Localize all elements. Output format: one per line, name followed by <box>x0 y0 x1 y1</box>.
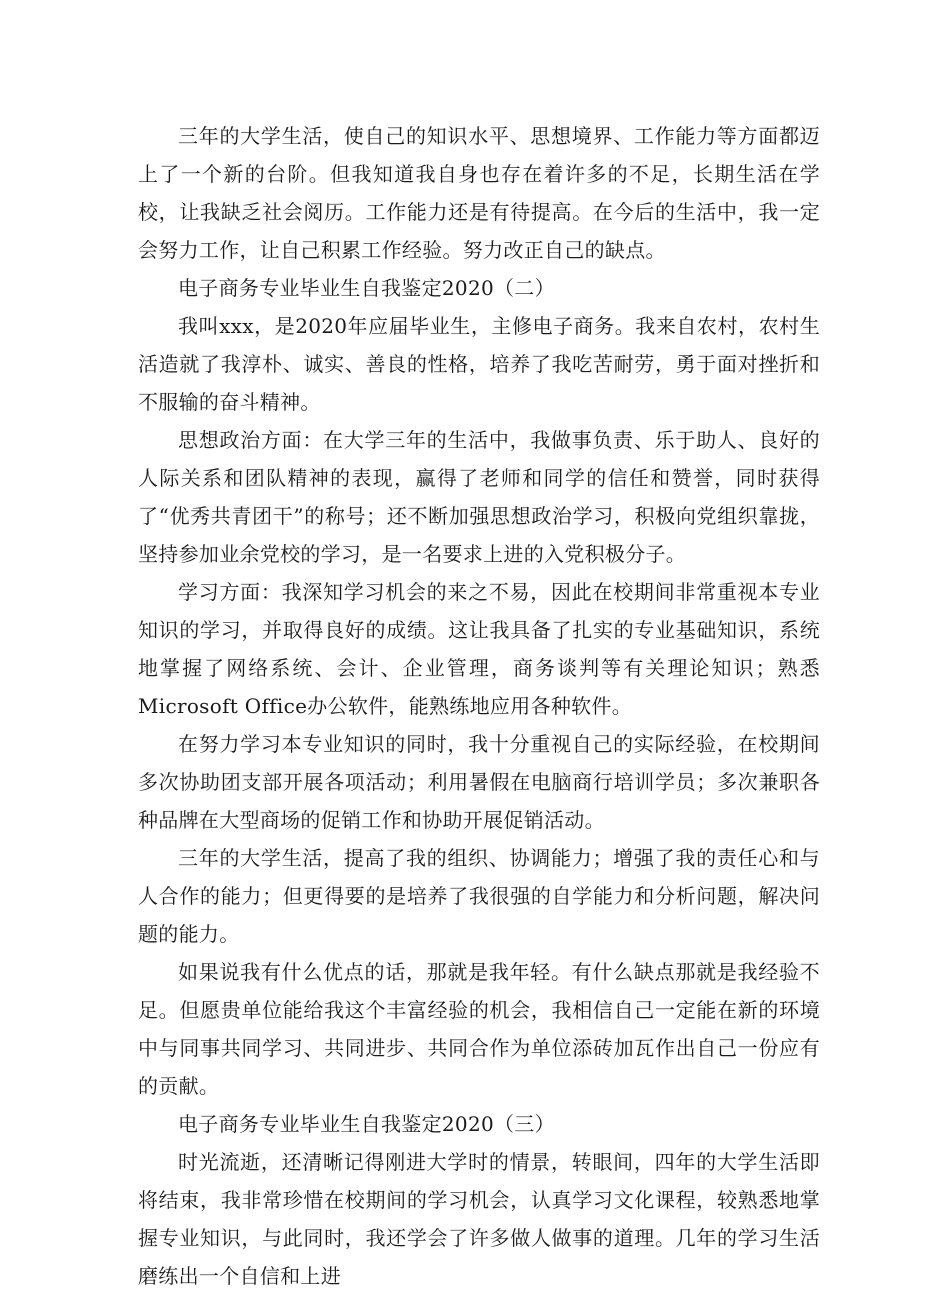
paragraph-experience: 在努力学习本专业知识的同时，我十分重视自己的实际经验，在校期间多次协助团支部开展各项活动；利用暑假在电脑商行培训学员；多次兼职各种品牌在大型商场的促销工作和协助开展促销活动。 <box>138 732 820 832</box>
document-body <box>138 117 820 1295</box>
paragraph-reflection: 时光流逝，还清晰记得刚进大学时的情景，转眼间，四年的大学生活即将结束，我非常珍惜在校期间的学习机会，认真学习文化课程，较熟悉地掌握专业知识，与此同时，我还学会了许多做人做事的道理。几年的学习生活磨练出一个自信和上进 <box>138 1150 820 1288</box>
section-heading-2: 电子商务专业毕业生自我鉴定2020（二） <box>178 276 555 300</box>
paragraph-strengths: 如果说我有什么优点的话，那就是我年轻。有什么缺点那就是我经验不足。但愿贵单位能给我这个丰富经验的机会，我相信自己一定能在新的环境中与同事共同学习、共同进步、共同合作为单位添砖加瓦作出自己一份应有的贡献。 <box>138 960 820 1098</box>
paragraph-political: 思想政治方面：在大学三年的生活中，我做事负责、乐于助人、良好的人际关系和团队精神的表现，赢得了老师和同学的信任和赞誉，同时获得了“优秀共青团干”的称号；还不断加强思想政治学习，积极向党组织靠拢，坚持参加业余党校的学习，是一名要求上进的入党积极分子。 <box>138 428 820 566</box>
paragraph-ability: 三年的大学生活，提高了我的组织、协调能力；增强了我的责任心和与人合作的能力；但更得要的是培养了我很强的自学能力和分析问题，解决问题的能力。 <box>138 846 820 946</box>
paragraph-study: 学习方面：我深知学习机会的来之不易，因此在校期间非常重视本专业知识的学习，并取得良好的成绩。这让我具备了扎实的专业基础知识，系统地掌握了网络系统、会计、企业管理，商务谈判等有关理论知识；熟悉Microsoft Office办公软件，能熟练地应用各种软件。 <box>138 580 820 718</box>
section-heading-3: 电子商务专业毕业生自我鉴定2020（三） <box>178 1112 555 1136</box>
paragraph-intro: 我叫xxx，是2020年应届毕业生，主修电子商务。我来自农村，农村生活造就了我淳朴、诚实、善良的性格，培养了我吃苦耐劳，勇于面对挫折和不服输的奋斗精神。 <box>138 314 820 414</box>
paragraph-summary: 三年的大学生活，使自己的知识水平、思想境界、工作能力等方面都迈上了一个新的台阶。但我知道我自身也存在着许多的不足，长期生活在学校，让我缺乏社会阅历。工作能力还是有待提高。在今后的生活中，我一定会努力工作，让自己积累工作经验。努力改正自己的缺点。 <box>138 124 820 262</box>
